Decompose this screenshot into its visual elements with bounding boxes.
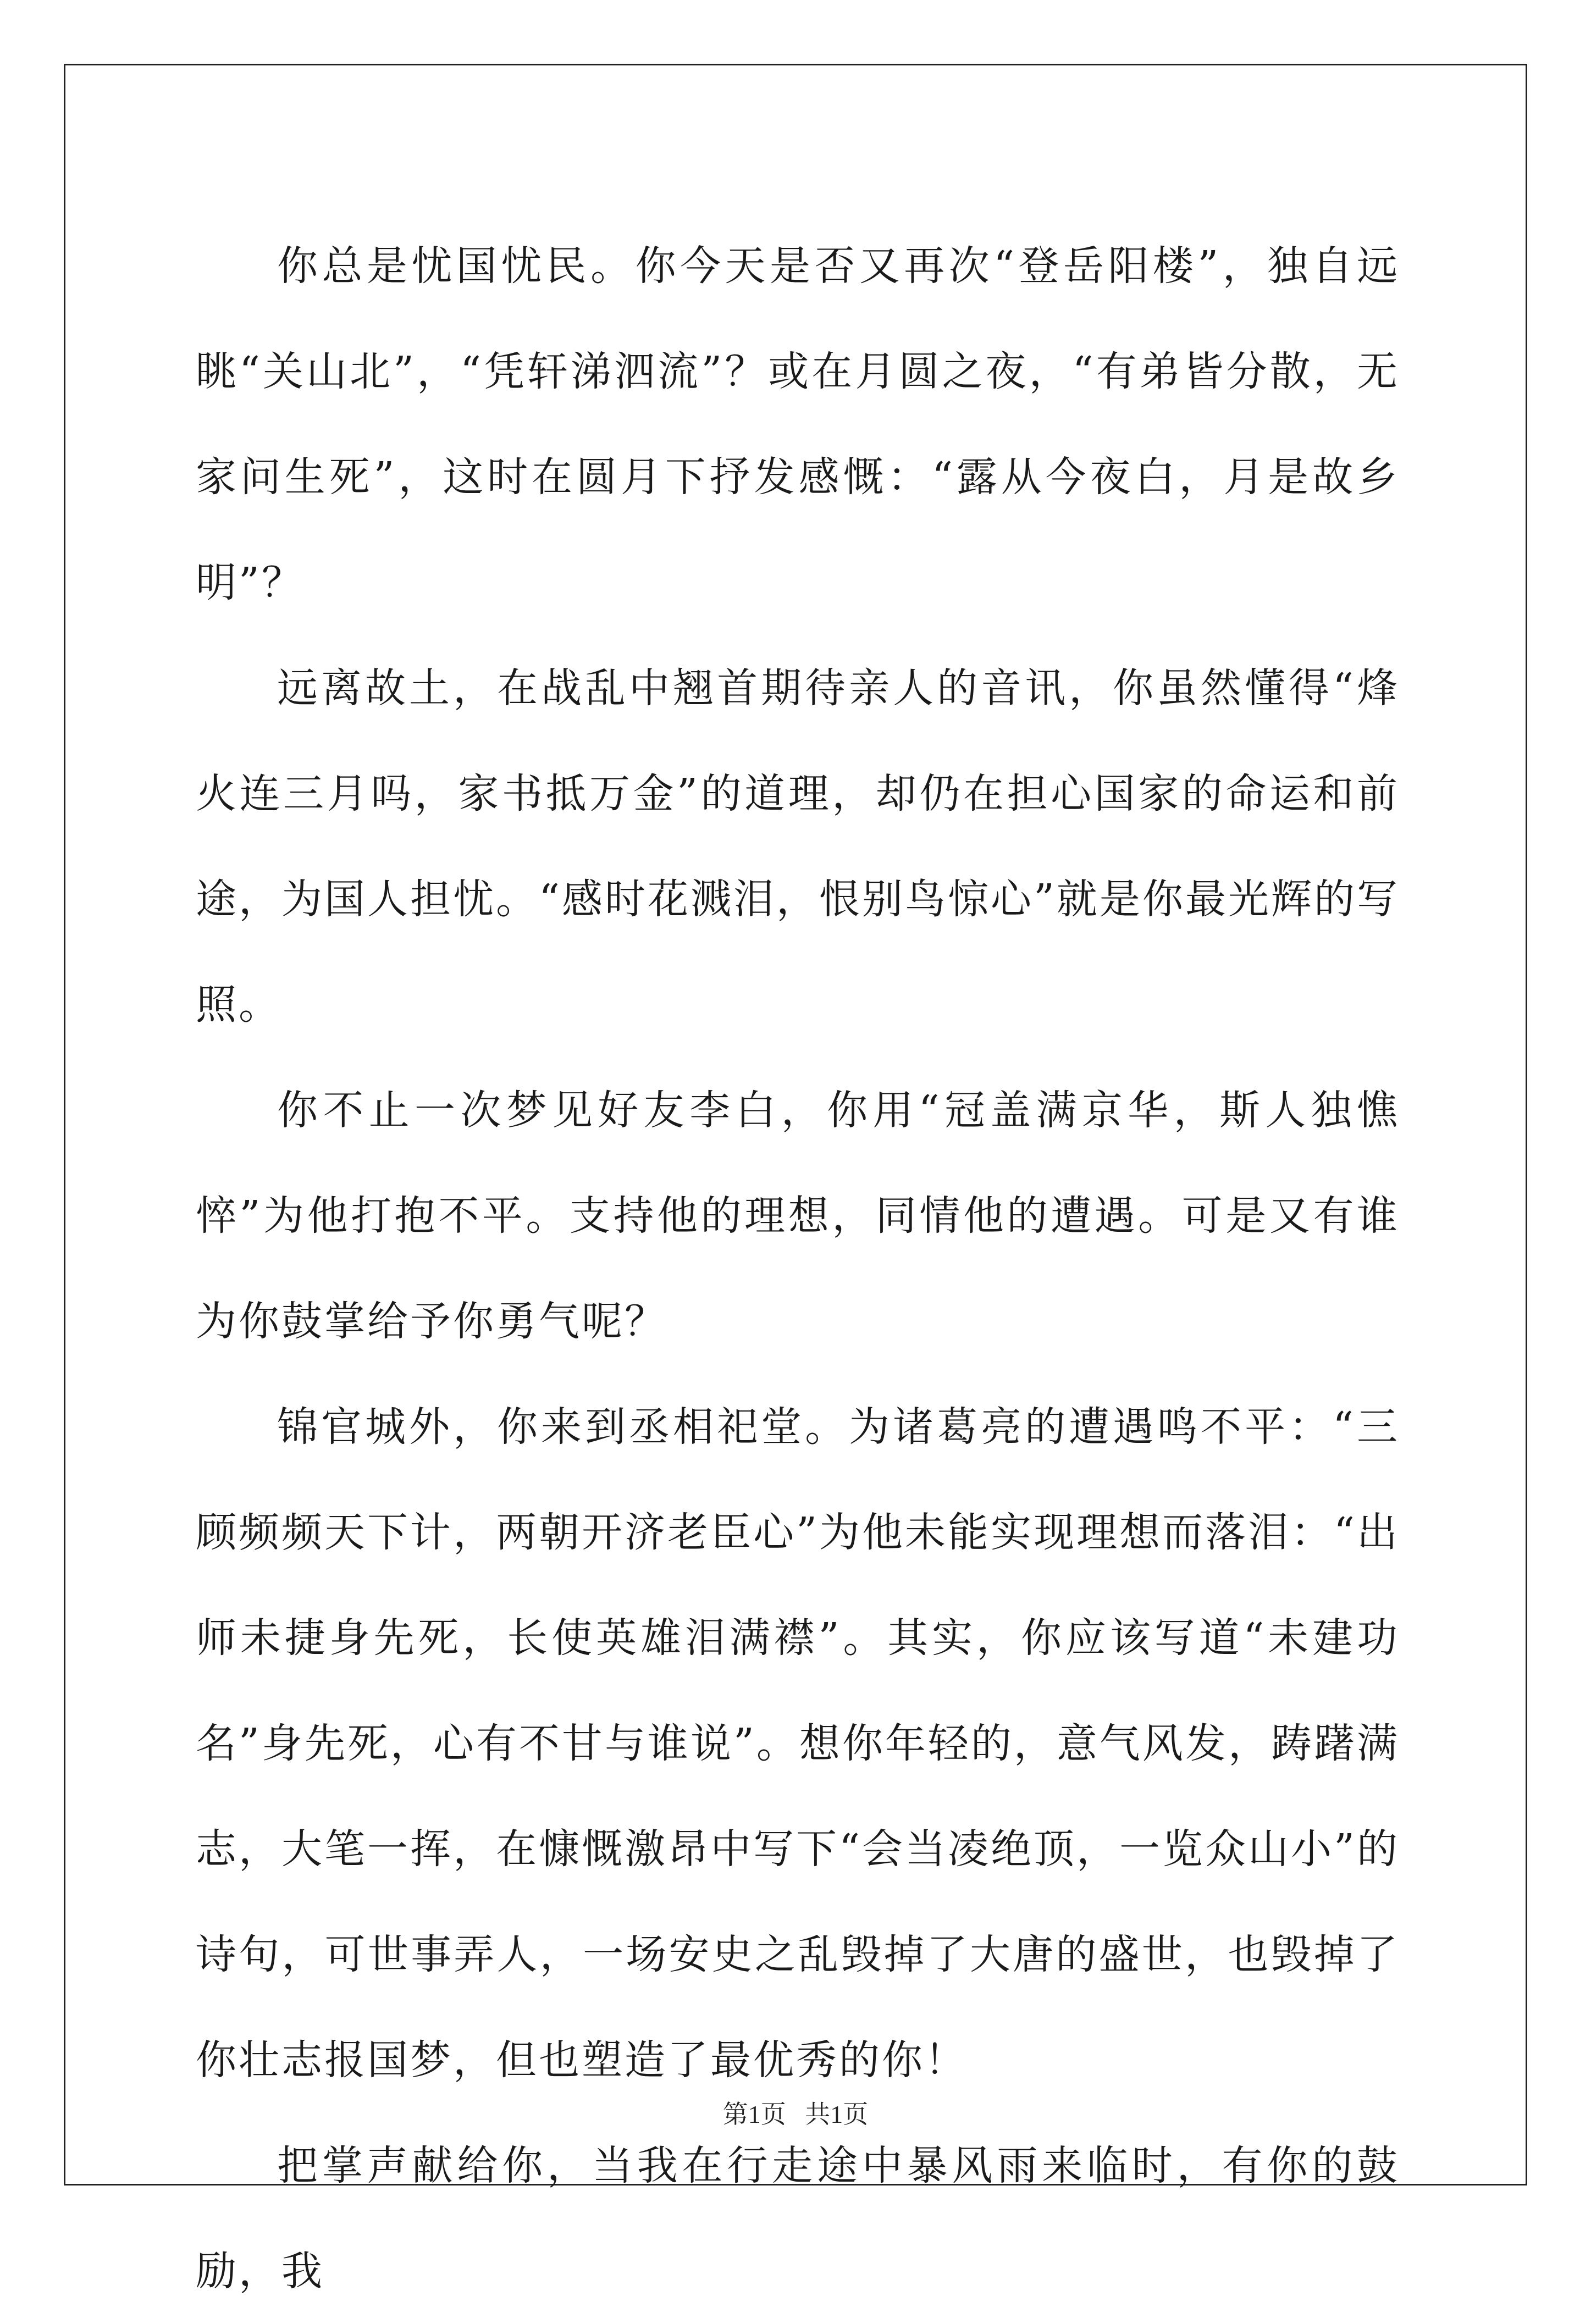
page-total: 共1页 xyxy=(805,2100,869,2128)
paragraph-1: 你总是忧国忧民。你今天是否又再次“登岳阳楼”，独自远眺“关山北”，“凭轩涕泗流”？或在月圆之夜，“有弟皆分散，无家问生死”，这时在圆月下抒发感慨：“露从今夜白，月是故乡明”？ xyxy=(196,242,1400,606)
paragraph-2: 远离故土，在战乱中翘首期待亲人的音讯，你虽然懂得“烽火连三月吗，家书抵万金”的道理，却仍在担心国家的命运和前途，为国人担忧。“感时花溅泪，恨别鸟惊心”就是你最光辉的写照。 xyxy=(196,665,1400,1028)
paragraph-3: 你不止一次梦见好友李白，你用“冠盖满京华，斯人独憔悴”为他打抱不平。支持他的理想，同情他的遭遇。可是又有谁为你鼓掌给予你勇气呢？ xyxy=(196,1087,1400,1345)
document-body xyxy=(196,213,1400,2324)
page-number: 第1页 xyxy=(722,2100,786,2128)
paragraph-4: 锦官城外，你来到丞相祀堂。为诸葛亮的遭遇鸣不平：“三顾频频天下计，两朝开济老臣心”为他未能实现理想而落泪：“出师未捷身先死，长使英雄泪满襟”。其实，你应该写道“未建功名”身先死，心有不甘与谁说”。想你年轻的，意气风发，踌躇满志，大笔一挥，在慷慨激昂中写下“会当凌绝顶，一览众山小”的诗句，可世事弄人，一场安史之乱毁掉了大唐的盛世，也毁掉了你壮志报国梦，但也塑造了最优秀的你！ xyxy=(196,1403,1400,2084)
paragraph-5: 把掌声献给你，当我在行走途中暴风雨来临时，有你的鼓励，我 xyxy=(196,2142,1400,2295)
page-footer xyxy=(0,2094,1591,2131)
footer-gap xyxy=(786,2100,805,2128)
